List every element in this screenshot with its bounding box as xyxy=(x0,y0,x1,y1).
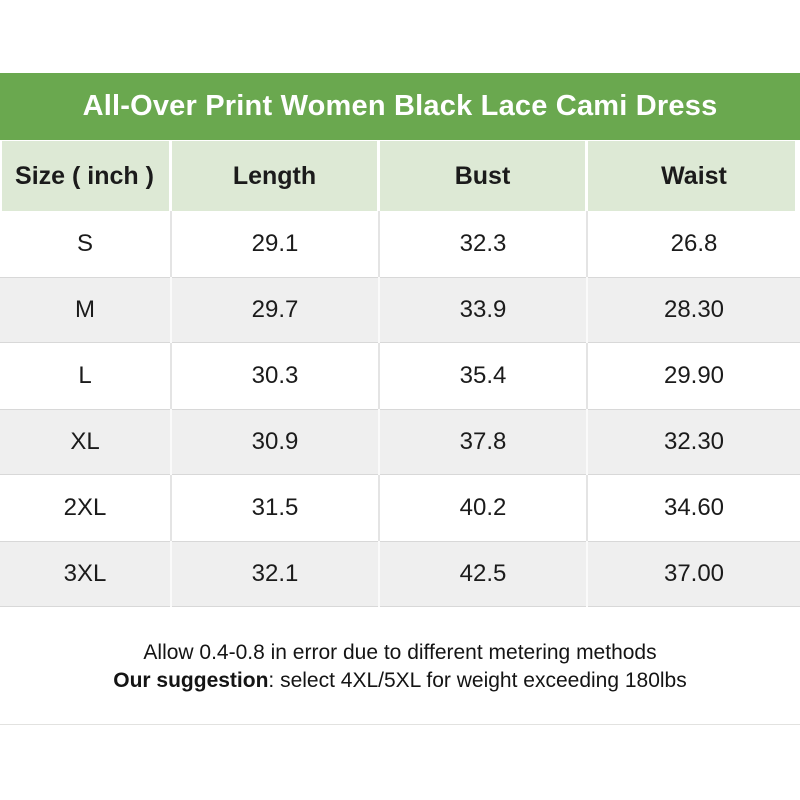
column-header-waist: Waist xyxy=(661,161,727,190)
table-header-row xyxy=(0,140,800,211)
size-cell: M xyxy=(0,277,172,343)
waist-cell: 37.00 xyxy=(663,560,725,587)
waist-cell: 26.8 xyxy=(670,230,718,257)
table-row-2xl xyxy=(0,475,800,541)
length-cell: 30.9 xyxy=(172,409,380,475)
length-cell: 31.5 xyxy=(172,475,380,541)
waist-cell: 29.90 xyxy=(663,362,725,389)
size-cell: XL xyxy=(0,409,172,475)
suggestion-note xyxy=(0,667,800,695)
size-cell: L xyxy=(0,343,172,409)
product-title: All-Over Print Women Black Lace Cami Dress xyxy=(82,90,718,122)
error-note-text: Allow 0.4-0.8 in error due to different metering methods xyxy=(143,641,657,664)
suggestion-label: Our suggestion xyxy=(113,669,269,692)
size-cell: 3XL xyxy=(0,541,172,607)
bust-cell: 35.4 xyxy=(380,343,588,409)
error-note xyxy=(0,639,800,667)
bust-cell: 33.9 xyxy=(380,277,588,343)
bust-cell: 32.3 xyxy=(380,211,588,277)
suggestion-text: : select 4XL/5XL for weight exceeding 180lbs xyxy=(268,669,687,692)
table-row-s xyxy=(0,211,800,277)
table-row-l xyxy=(0,343,800,409)
divider-line xyxy=(0,724,800,725)
length-cell: 29.7 xyxy=(172,277,380,343)
length-cell: 29.1 xyxy=(172,211,380,277)
footer-notes xyxy=(0,639,800,695)
size-cell: S xyxy=(0,211,172,277)
table-row-xl xyxy=(0,409,800,475)
title-bar xyxy=(0,73,800,140)
size-table xyxy=(0,140,800,607)
waist-cell: 32.30 xyxy=(663,428,725,455)
length-cell: 30.3 xyxy=(172,343,380,409)
top-whitespace xyxy=(0,0,800,73)
bust-cell: 40.2 xyxy=(380,475,588,541)
column-header-length: Length xyxy=(172,141,380,211)
waist-cell: 34.60 xyxy=(663,494,725,521)
size-cell: 2XL xyxy=(0,475,172,541)
length-cell: 32.1 xyxy=(172,541,380,607)
column-header-size: Size ( inch ) xyxy=(0,141,172,211)
bust-cell: 42.5 xyxy=(380,541,588,607)
bust-cell: 37.8 xyxy=(380,409,588,475)
table-row-m xyxy=(0,277,800,343)
waist-cell: 28.30 xyxy=(663,296,725,323)
table-row-3xl xyxy=(0,541,800,607)
column-header-bust: Bust xyxy=(380,141,588,211)
